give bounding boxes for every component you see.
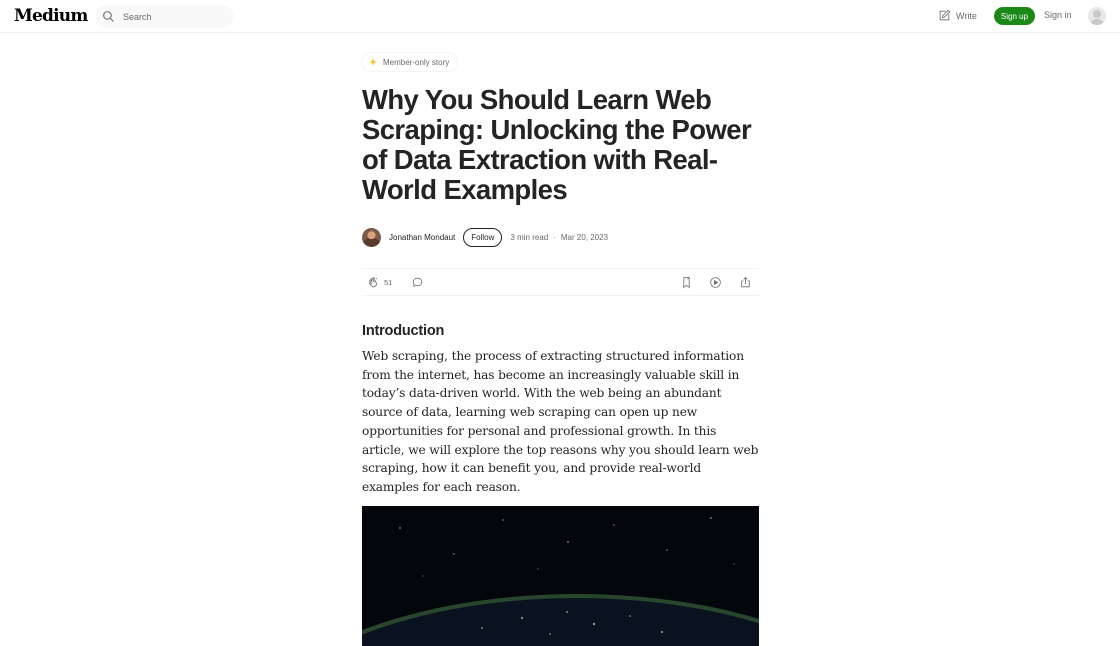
top-navbar <box>0 0 1120 33</box>
member-only-badge <box>362 53 457 71</box>
play-icon[interactable] <box>709 276 722 289</box>
follow-button[interactable]: Follow <box>463 228 502 247</box>
article-title: Why You Should Learn Web Scraping: Unlocking the Power of Data Extraction with Real-World Examples <box>362 84 752 205</box>
star-icon <box>368 57 378 67</box>
comment-icon[interactable] <box>411 276 424 289</box>
write-label: Write <box>956 10 977 21</box>
share-icon[interactable] <box>739 276 752 289</box>
author-name[interactable]: Jonathan Mondaut <box>389 232 456 242</box>
article-action-bar <box>362 268 759 296</box>
search-input[interactable] <box>121 8 226 25</box>
medium-logo[interactable]: Medium <box>14 6 88 26</box>
member-badge-label: Member-only story <box>383 57 450 67</box>
author-avatar[interactable] <box>362 228 381 247</box>
sign-up-button[interactable]: Sign up <box>994 7 1035 25</box>
clap-button[interactable] <box>367 276 392 289</box>
byline <box>362 227 759 247</box>
section-heading: Introduction <box>362 323 445 339</box>
search-box[interactable] <box>95 5 234 28</box>
avatar[interactable] <box>1088 7 1106 25</box>
earth-at-night-image <box>362 506 759 646</box>
publish-date: Mar 20, 2023 <box>560 232 609 242</box>
clap-count: 51 <box>384 278 393 287</box>
article-meta <box>510 233 608 242</box>
write-icon <box>938 9 951 22</box>
meta-separator: · <box>553 232 556 242</box>
write-button[interactable] <box>938 9 977 22</box>
earth-image-graphic <box>362 506 759 646</box>
bookmark-icon[interactable] <box>680 276 693 289</box>
search-icon <box>102 10 115 23</box>
clap-icon <box>367 276 380 289</box>
article-paragraph: Web scraping, the process of extracting structured information from the internet, has become an increasingly valuable skill in today’s data-driven world. With the web being an abundant source of data, learning web scraping can open up new opportunities for personal and professional growth. In this article, we will explore the top reasons why you should learn web scraping, how it can benefit you, and provide real-world examples for each reason. <box>362 349 759 494</box>
sign-in-link[interactable]: Sign in <box>1044 10 1072 20</box>
read-time: 3 min read <box>510 232 549 242</box>
